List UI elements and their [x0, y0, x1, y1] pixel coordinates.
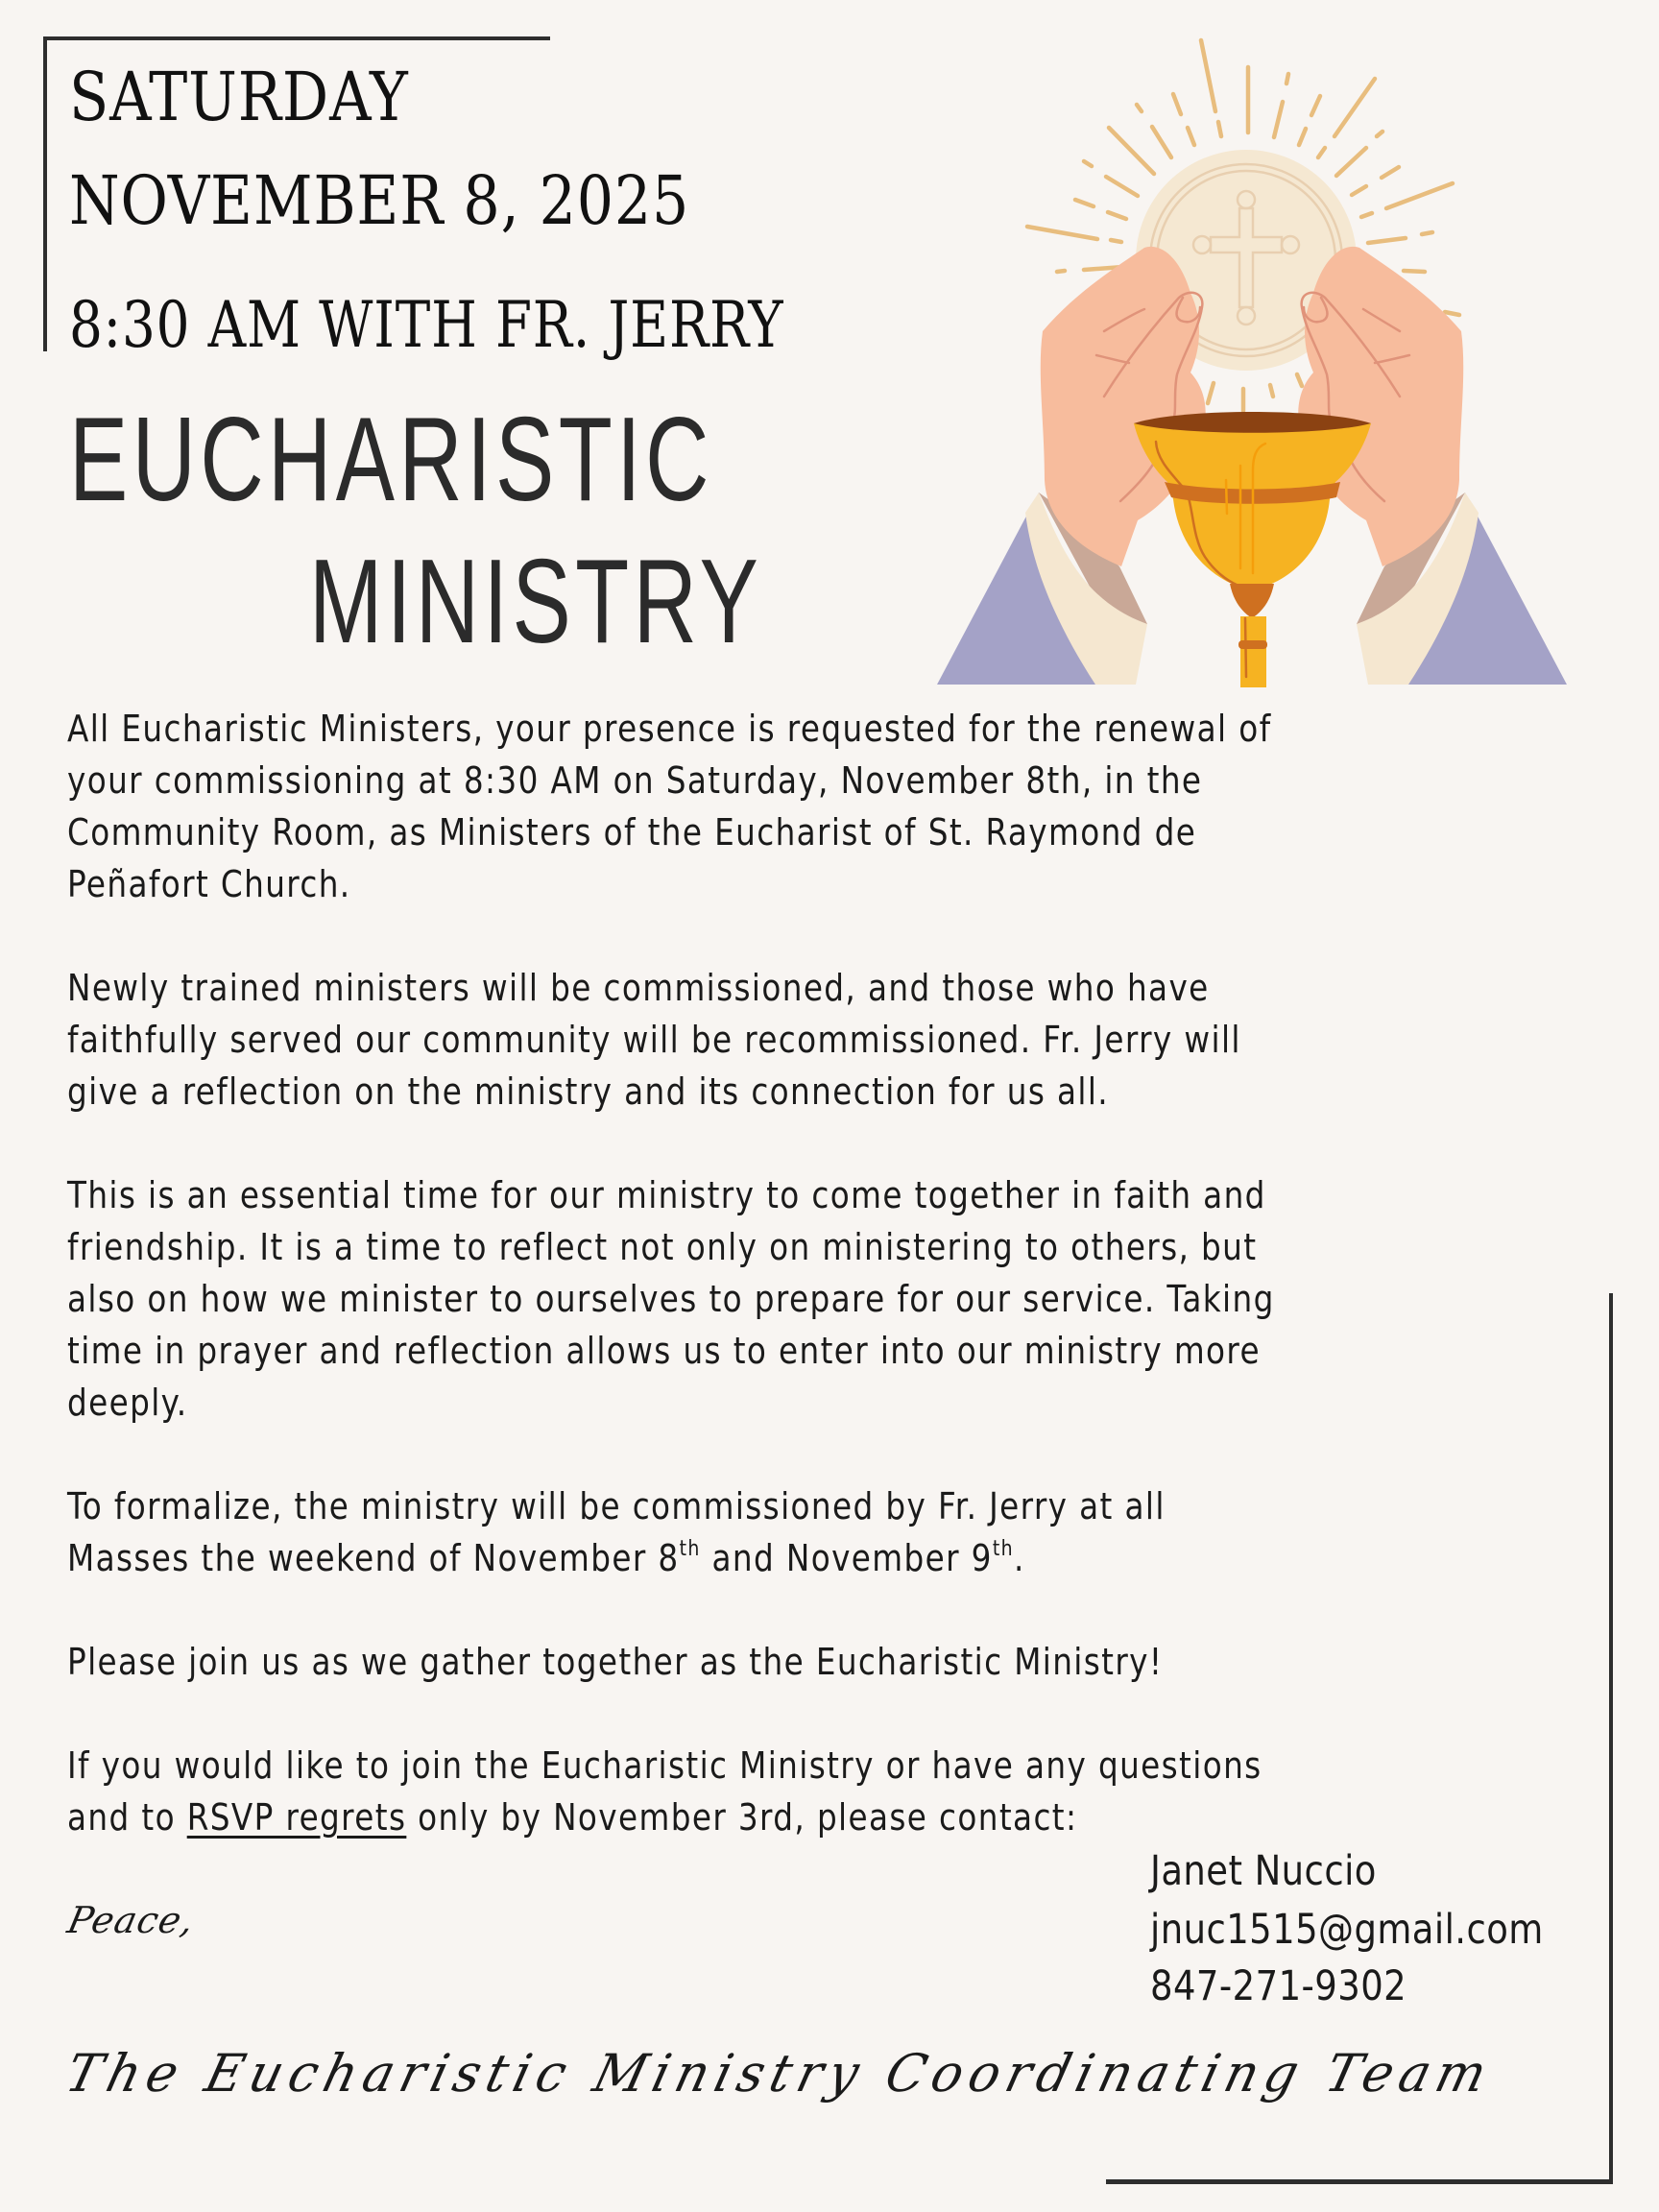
paragraph-contact — [67, 1740, 1603, 1843]
text-line: Community Room, as Ministers of the Eucharist of St. Raymond de — [67, 811, 1197, 854]
event-date: NOVEMBER 8, 2025 — [69, 161, 690, 240]
rsvp-regrets-link[interactable]: RSVP regrets — [186, 1796, 407, 1839]
ray — [1173, 94, 1181, 114]
ray — [1270, 385, 1273, 397]
text-line: If you would like to join the Eucharistic Ministry or have any questions — [67, 1744, 1262, 1787]
ordinal-suffix: th — [992, 1537, 1015, 1561]
frame-right-border — [1609, 1293, 1613, 2183]
title-line-1: EUCHARISTIC — [69, 394, 713, 526]
ray — [1336, 148, 1366, 176]
ray — [1311, 96, 1320, 115]
frame-top-border — [43, 36, 550, 40]
paragraph-join-us — [67, 1636, 1603, 1688]
ray — [1188, 128, 1194, 145]
text-line: friendship. It is a time to reflect not only on ministering to others, but — [67, 1226, 1258, 1268]
text-segment: and to — [67, 1796, 187, 1839]
event-day: SATURDAY — [69, 58, 409, 136]
event-time: 8:30 AM WITH FR. JERRY — [69, 288, 784, 362]
text-line: To formalize, the ministry will be commissioned by Fr. Jerry at all — [67, 1485, 1166, 1527]
ray — [1027, 227, 1097, 239]
contact-name: Janet Nuccio — [1150, 1847, 1377, 1895]
ray — [1377, 132, 1382, 136]
paragraph-commissioning — [67, 962, 1603, 1118]
text-line — [67, 1791, 1388, 1843]
text-line: Please join us as we gather together as the Eucharistic Ministry! — [67, 1641, 1164, 1683]
text-line: also on how we minister to ourselves to prepare for our service. Taking — [67, 1278, 1275, 1320]
ray — [1274, 102, 1283, 137]
hands-raising-host-and-chalice-icon — [922, 29, 1594, 691]
chalice-node — [1230, 584, 1274, 618]
ray — [1297, 374, 1302, 386]
paragraph-formalize — [67, 1480, 1603, 1584]
text-line: give a reflection on the ministry and its connection for us all. — [67, 1070, 1110, 1113]
text-line: deeply. — [67, 1382, 188, 1424]
paragraph-reflection — [67, 1169, 1603, 1429]
text-segment: and November 9 — [700, 1537, 993, 1579]
ray — [1445, 312, 1459, 315]
ray — [1382, 167, 1399, 178]
ray — [1361, 213, 1372, 217]
ray — [1057, 271, 1065, 272]
ray — [1208, 383, 1214, 403]
ray — [1368, 238, 1406, 243]
contact-phone[interactable]: 847-271-9302 — [1150, 1962, 1407, 2010]
frame-left-border — [43, 36, 47, 351]
ray — [1075, 200, 1094, 206]
frame-bottom-border — [1106, 2179, 1613, 2184]
text-segment: only by November 3rd, please contact: — [406, 1796, 1078, 1839]
text-segment: Masses the weekend of November 8 — [67, 1537, 680, 1579]
text-segment: . — [1014, 1537, 1025, 1579]
ray — [1111, 240, 1121, 242]
text-line: This is an essential time for our ministry to come together in faith and — [67, 1174, 1266, 1216]
ray — [1218, 122, 1221, 136]
closing-salutation: Peace, — [63, 1899, 199, 1941]
text-line: faithfully served our community will be recommissioned. Fr. Jerry will — [67, 1019, 1241, 1061]
paragraph-invitation — [67, 703, 1603, 910]
text-line — [67, 1532, 1388, 1584]
ray — [1108, 212, 1126, 219]
ray — [1109, 128, 1154, 174]
ray — [1286, 74, 1288, 84]
text-line: Newly trained ministers will be commissioned, and those who have — [67, 967, 1210, 1009]
ray — [1152, 127, 1171, 157]
text-line: Peñafort Church. — [67, 863, 351, 905]
signature: The Eucharistic Ministry Coordinating Team — [60, 2043, 1500, 2104]
ray — [1386, 183, 1453, 208]
ray — [1422, 232, 1432, 234]
text-line: All Eucharistic Ministers, your presence is requested for the renewal of — [67, 708, 1272, 750]
ray — [1201, 40, 1215, 111]
ray — [1318, 148, 1325, 157]
ray — [1334, 79, 1375, 136]
contact-email[interactable]: jnuc1515@gmail.com — [1150, 1906, 1544, 1954]
ordinal-suffix: th — [679, 1537, 701, 1561]
ray — [1404, 271, 1425, 272]
text-line: your commissioning at 8:30 AM on Saturday, November 8th, in the — [67, 759, 1203, 802]
chalice-stem-band — [1238, 640, 1267, 649]
ray — [1106, 177, 1138, 196]
ray — [1299, 129, 1306, 145]
ray — [1352, 186, 1366, 195]
title-line-2: MINISTRY — [309, 536, 763, 668]
ray — [1084, 161, 1092, 166]
ray — [1137, 105, 1142, 111]
text-line: time in prayer and reflection allows us to enter into our ministry more — [67, 1330, 1261, 1372]
